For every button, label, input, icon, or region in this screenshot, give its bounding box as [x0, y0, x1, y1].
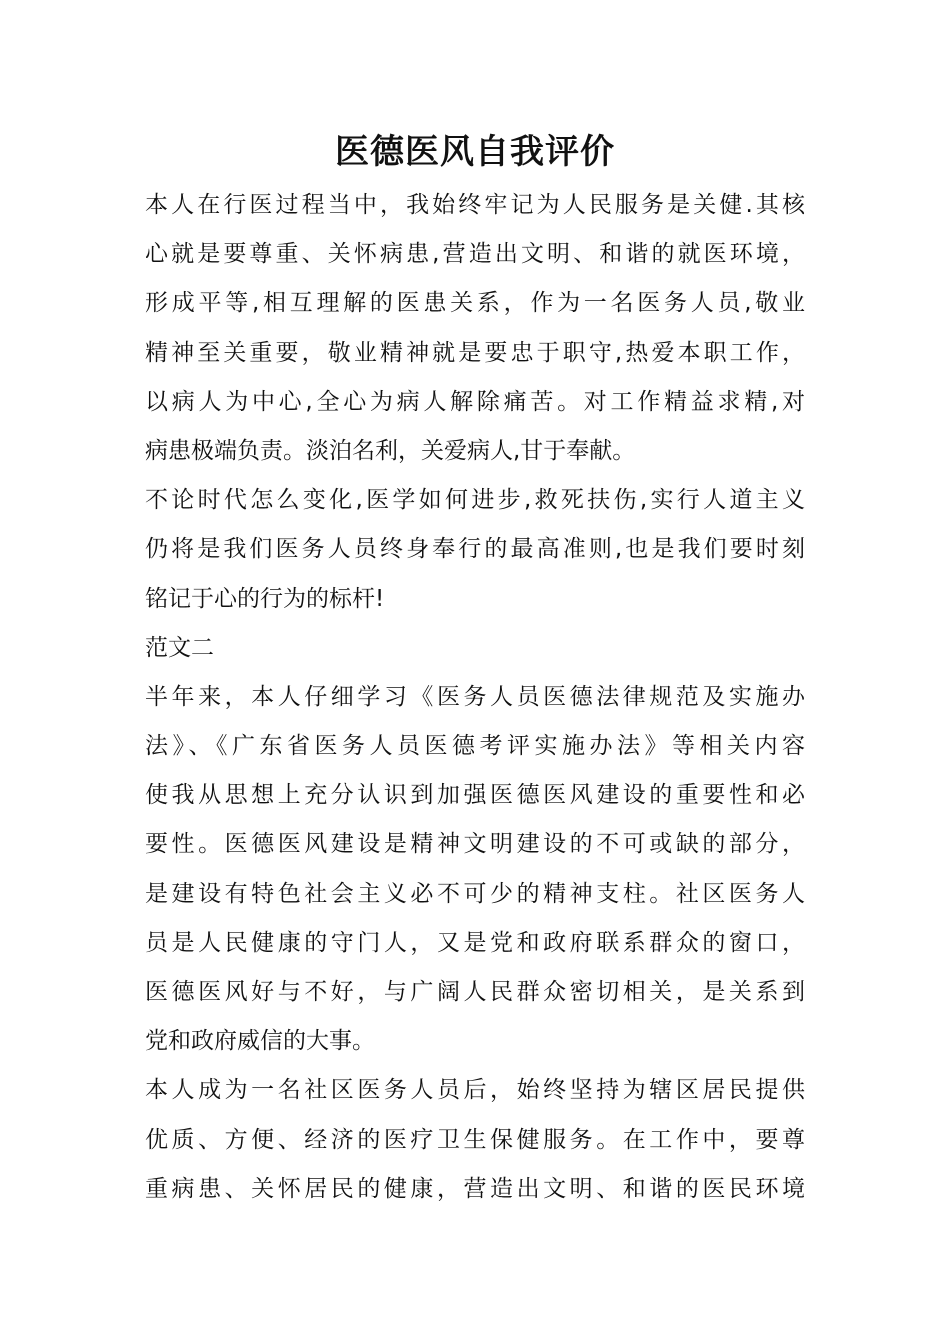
- document-title: 医德医风自我评价: [335, 132, 615, 172]
- text-line: 本人成为一名社区医务人员后，始终坚持为辖区居民提供: [145, 1077, 805, 1104]
- text-line: 形成平等,相互理解的医患关系，作为一名医务人员,敬业: [145, 290, 805, 317]
- text-line: 是建设有特色社会主义必不可少的精神支柱。社区医务人: [145, 880, 805, 907]
- text-line: 使我从思想上充分认识到加强医德医风建设的重要性和必: [145, 782, 805, 809]
- text-line: 不论时代怎么变化,医学如何进步,救死扶伤,实行人道主义: [145, 487, 805, 514]
- text-line: 法》、《广东省医务人员医德考评实施办法》等相关内容: [145, 733, 805, 760]
- text-line: 病患极端负责。淡泊名利，关爱病人,甘于奉献。: [145, 437, 636, 464]
- text-line: 党和政府威信的大事。: [145, 1028, 375, 1055]
- text-line: 铭记于心的行为的标杆!: [145, 585, 385, 612]
- text-line: 员是人民健康的守门人，又是党和政府联系群众的窗口，: [145, 929, 805, 956]
- section-heading: 范文二: [145, 634, 214, 661]
- text-line: 要性。医德医风建设是精神文明建设的不可或缺的部分，: [145, 831, 805, 858]
- text-line: 优质、方便、经济的医疗卫生保健服务。在工作中，要尊: [145, 1126, 805, 1153]
- text-line: 仍将是我们医务人员终身奉行的最高准则,也是我们要时刻: [145, 536, 805, 563]
- text-line: 医德医风好与不好，与广阔人民群众密切相关，是关系到: [145, 979, 805, 1005]
- text-line: 精神至关重要，敬业精神就是要忠于职守,热爱本职工作，: [145, 339, 805, 366]
- text-line: 以病人为中心,全心为病人解除痛苦。对工作精益求精,对: [145, 388, 805, 415]
- text-line: 半年来，本人仔细学习《医务人员医德法律规范及实施办: [145, 683, 805, 710]
- document-body: [145, 181, 815, 1214]
- text-line: 本人在行医过程当中，我始终牢记为人民服务是关健.其核: [145, 192, 805, 218]
- text-line: 重病患、关怀居民的健康，营造出文明、和谐的医民环境: [145, 1175, 805, 1202]
- text-line: 心就是要尊重、关怀病患,营造出文明、和谐的就医环境，: [145, 241, 805, 268]
